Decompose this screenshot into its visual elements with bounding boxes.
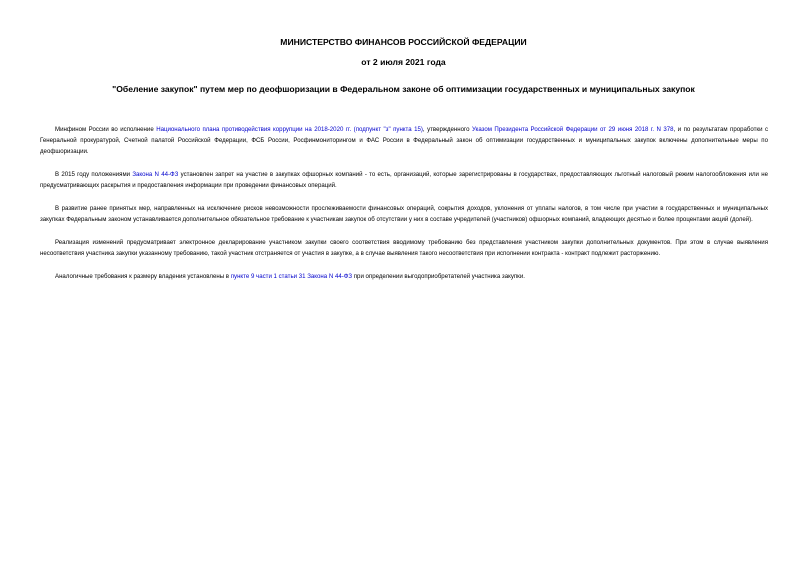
document-date: от 2 июля 2021 года xyxy=(361,57,446,67)
document-title: "Обеление закупок" путем мер по деофшоризации в Федеральном законе об оптимизации государственных и муниципальных закупок xyxy=(112,84,695,94)
paragraph-1-text-a: Минфином России во исполнение xyxy=(55,126,157,133)
law-44-fz-link-2[interactable]: Закона N 44-ФЗ xyxy=(307,273,353,280)
paragraph-1-text-c: , и по результатам проработки с Генеральной прокуратурой, Счетной палатой Российской Федерации, ФСБ России, Росфинмониторингом и ФАС России в Федеральный закон об оптимизации государственных и муниципальных закупок включены дополнительные меры по деофшоризации. xyxy=(40,126,768,155)
paragraph-3 xyxy=(40,203,768,225)
paragraph-4-text: Реализация изменений предусматривает электронное декларирование участником закупки своего соответствия вводимому требованию без представления участником закупки дополнительных документов. При этом в случае выявления несоответствия участника закупки указанному требованию, такой участник отстраняется от участия в закупке, а в случае выявления такого несоответствия при исполнении контракта - контракт подлежит расторжению. xyxy=(40,239,768,257)
document-body xyxy=(40,124,768,294)
paragraph-2 xyxy=(40,169,768,191)
anti-corruption-plan-link[interactable]: Национального плана противодействия коррупции на 2018-2020 гг. (подпункт "з" пункта 15) xyxy=(156,126,423,133)
paragraph-4 xyxy=(40,237,768,259)
presidential-decree-link[interactable]: Указом Президента Российской Федерации от 29 июня 2018 г. N 378 xyxy=(471,126,674,133)
paragraph-2-text-a: В 2015 году положениями xyxy=(55,171,133,178)
law-44-fz-link[interactable]: Закона N 44-ФЗ xyxy=(132,171,179,178)
ministry-heading: МИНИСТЕРСТВО ФИНАНСОВ РОССИЙСКОЙ ФЕДЕРАЦИИ xyxy=(280,37,527,47)
article-31-link[interactable]: пункте 9 части 1 статьи 31 xyxy=(230,273,306,280)
paragraph-1-text-b: , утвержденного xyxy=(422,126,472,133)
paragraph-1 xyxy=(40,124,768,157)
paragraph-5-text-c: при определении выгодоприобретателей участника закупки. xyxy=(352,273,525,280)
paragraph-2-text-b: установлен запрет на участие в закупках офшорных компаний - то есть, организаций, которые зарегистрированы в государствах, предоставляющих льготный налоговый режим налогообложения или не предусматривающих раскрытия и предоставления информации при проведении финансовых операций. xyxy=(40,171,769,189)
paragraph-5-text-a: Аналогичные требования к размеру владения установлены в xyxy=(55,273,231,280)
paragraph-5 xyxy=(40,271,768,282)
paragraph-3-text: В развитие ранее принятых мер, направленных на исключение рисков невозможности прослеживаемости финансовых операций, сокрытия доходов, уклонения от уплаты налогов, в том числе при участии в государственных и муниципальных закупках Федеральным законом устанавливается дополнительное обязательное требование к участникам закупок об отсутствии у них в составе учредителей (участников) офшорных компаний, владеющих десятью и более процентами акций (долей). xyxy=(40,205,768,223)
